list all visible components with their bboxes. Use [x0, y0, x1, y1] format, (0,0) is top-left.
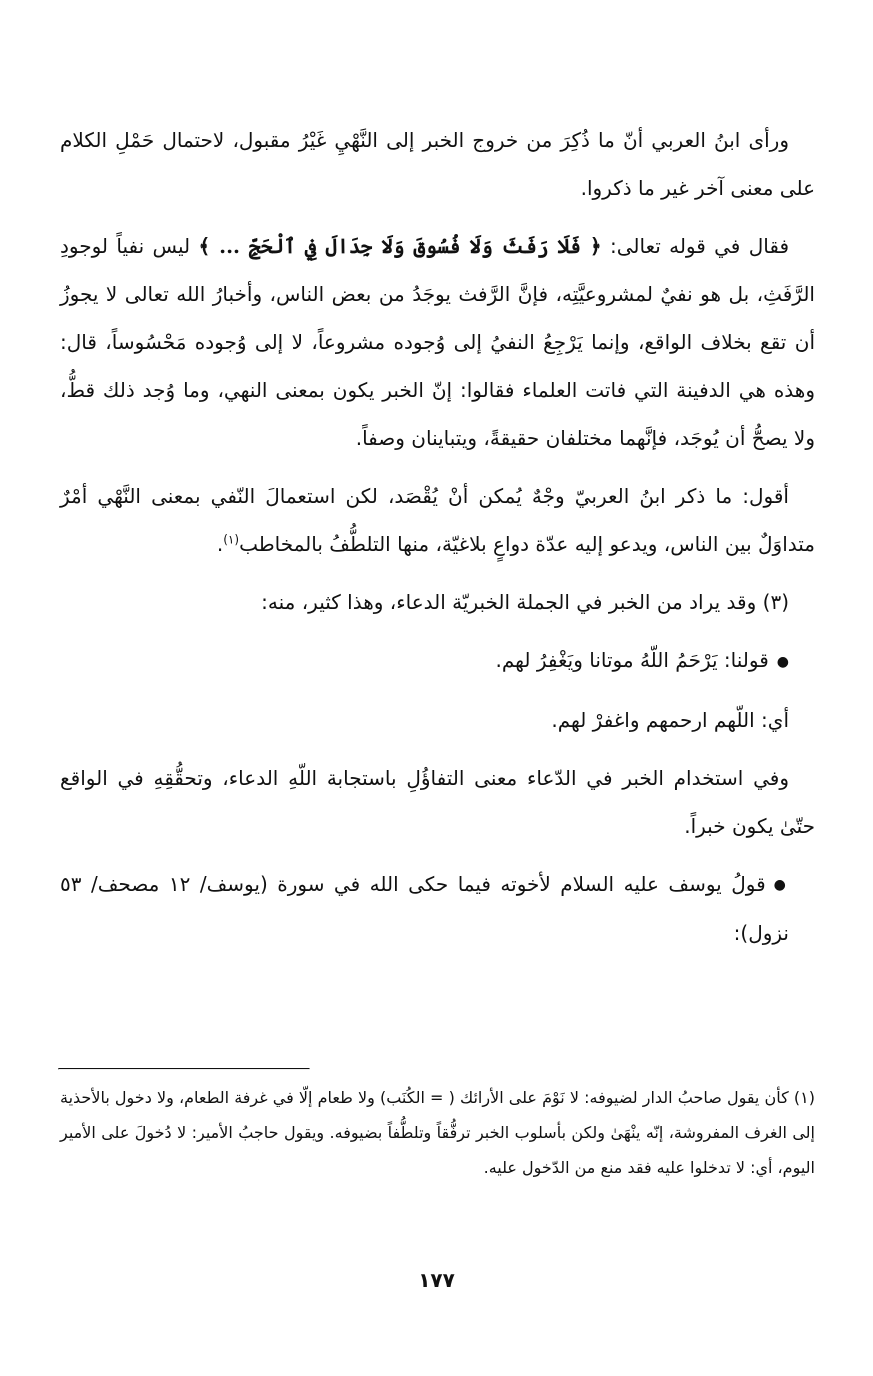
point-3-heading: (٣) وقد يراد من الخبر في الجملة الخبريّة الدعاء، وهذا كثير، منه: [261, 590, 789, 614]
example-meaning: أي: اللّهم ارحمهم واغفرْ لهم. [551, 707, 789, 732]
footnote-1: (١) كأن يقول صاحبُ الدار لضيوفه: لا نَوْمَ على الأرائك ( = الكُنَب) ولا طعام إلّا في غرفة الطعام، ولا دخول بالأحذية إلى الغرف المفروشة، إنّه ينْهَىٰ ولكن بأسلوب الخبر ترفُّقاً وتلطُّفاً بضيوفه. ويقول حاجبُ الأمير: لا دُخولَ على الأمير اليوم، أي: لا تدخلوا عليه فقد منع من الدّخول عليه. [60, 1088, 815, 1177]
paragraph-quran-explanation: ليس نفياً لوجودِ الرَّفَثِ، بل هو نفيٌ لمشروعيَّتِه، فإنَّ الرَّفث يوجَدُ من بعض الناس، وأخبارُ الله تعالى لا يجوزُ أن تقع بخلاف الواقع، وإنما يَرْجِعُ النفيُ إلى وُجوده مشروعاً، لا إلى وُجوده مَحْسُوساً، قال: وهذه هي الدفينة التي فاتت العلماء فقالوا: إنّ الخبر يكون بمعنى النهي، وما وُجد ذلك قطُّ، ولا يصحُّ أن يُوجَد، فإنَّهما مختلفان حقيقةً، ويتباينان وصفاً. [60, 234, 815, 450]
footnote-divider [58, 1068, 310, 1070]
paragraph-optimism: وفي استخدام الخبر في الدّعاء معنى التفاؤُلِ باستجابة اللّهِ الدعاء، وتحقُّقِهِ في الواقع حتّىٰ يكون خبراً. [60, 765, 815, 838]
quran-verse: ﴿ فَلَا رَفَثَ وَلَا فُسُوقَ وَلَا جِدَالَ فِي ٱلْحَجِّ ... ﴾ [198, 234, 602, 258]
page-body [60, 116, 815, 1376]
footnote-ref-1[interactable]: (١) [223, 532, 240, 547]
paragraph-author-opinion [60, 472, 815, 568]
bullet-example-mercy: ● قولنا: يَرْحَمُ اللّهُ موتانا ويَغْفِرُ لهم. [60, 636, 815, 686]
paragraph-ibn-arabi-view: ورأى ابنُ العربي أنّ ما ذُكِرَ من خروج الخبر إلى النَّهْيِ غَيْرُ مقبول، لاحتمال حَمْلِ الكلام على معنى آخر غير ما ذكروا. [60, 128, 815, 200]
paragraph-quran-intro: فقال في قوله تعالى: [601, 234, 789, 258]
author-opinion-text: أقول: ما ذكر ابنُ العربيّ وجْهٌ يُمكن أنْ يُقْصَد، لكن استعمالَ النّفي بمعنى النَّهْي أمْرٌ متداوَلٌ بين الناس، ويدعو إليه عدّة دواعٍ بلاغيّة، منها التلطُّفُ بالمخاطب [60, 484, 815, 556]
bullet-example-yusuf: ● قولُ يوسف عليه السلام لأخوته فيما حكى الله في سورة (يوسف/ ١٢ مصحف/ ٥٣ نزول): [60, 860, 815, 958]
page-number: ١٧٧ [418, 1268, 455, 1292]
paragraph-quran-citation [60, 222, 815, 462]
author-opinion-end: . [216, 532, 224, 556]
main-text [60, 116, 815, 957]
footnotes-section [60, 1080, 815, 1185]
